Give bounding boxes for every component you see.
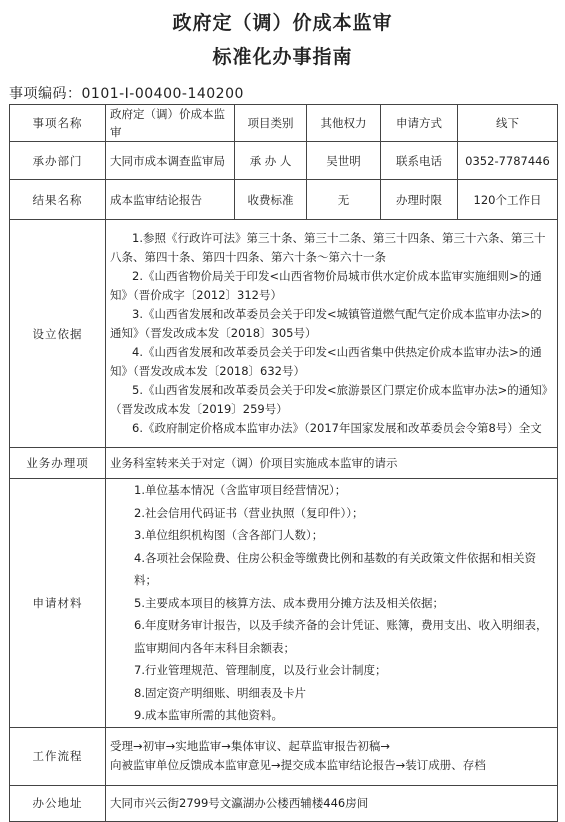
result-value: 成本监审结论报告 — [106, 180, 235, 220]
materials-content — [106, 479, 558, 728]
material-item: 9.成本监审所需的其他资料。 — [134, 708, 283, 722]
workflow-content — [106, 727, 558, 785]
row-result — [10, 180, 558, 220]
material-item: 3.单位组织机构图（含各部门人数）； — [134, 528, 324, 542]
basis-content — [106, 220, 558, 448]
label-time-limit: 办理时限 — [381, 180, 458, 220]
row-address — [10, 785, 558, 821]
label-item-type: 项目类别 — [235, 105, 307, 142]
row-basis — [10, 220, 558, 448]
row-workflow — [10, 727, 558, 785]
label-basis: 设立依据 — [10, 220, 106, 448]
item-name-value: 政府定（调）价成本监审 — [106, 105, 235, 142]
item-type-value: 其他权力 — [307, 105, 381, 142]
label-handler: 承 办 人 — [235, 142, 307, 180]
phone-value: 0352-7787446 — [458, 142, 558, 180]
basis-item: 2.《山西省物价局关于印发<山西省物价局城市供水定价成本监审实施细则>的通知》（晋价成字〔2012〕312号） — [110, 269, 542, 302]
fee-value: 无 — [307, 180, 381, 220]
guide-title-line1: 政府定（调）价成本监审 — [172, 12, 393, 34]
department-value: 大同市成本调查监审局 — [106, 142, 235, 180]
label-address: 办公地址 — [10, 785, 106, 821]
material-item: 2.社会信用代码证书（营业执照（复印件））； — [134, 505, 364, 520]
basis-item: 5.《山西省发展和改革委员会关于印发<旅游景区门票定价成本监审办法>的通知》（晋发改成本发〔2019〕259号） — [110, 383, 548, 416]
material-item: 7.行业管理规范、管理制度，以及行业会计制度； — [134, 663, 387, 677]
handler-value: 吴世明 — [307, 142, 381, 180]
workflow-line: 向被监审单位反馈成本监审意见→提交成本监审结论报告→装订成册、存档 — [110, 758, 486, 772]
label-apply-method: 申请方式 — [381, 105, 458, 142]
workflow-line: 受理→初审→实地监审→集体审议、起草监审报告初稿→ — [110, 739, 391, 753]
material-item: 8.固定资产明细账、明细表及卡片 — [134, 685, 306, 700]
row-business — [10, 448, 558, 479]
material-item: 5.主要成本项目的核算方法、成本费用分摊方法及相关依据； — [134, 595, 444, 610]
label-fee: 收费标准 — [235, 180, 307, 220]
basis-item: 4.《山西省发展和改革委员会关于印发<山西省集中供热定价成本监审办法>的通知》（晋发改成本发〔2018〕632号） — [110, 345, 542, 378]
time-limit-value: 120个工作日 — [458, 180, 558, 220]
material-item: 1.单位基本情况（含监审项目经营情况）； — [134, 483, 347, 497]
basis-item: 6.《政府制定价格成本监审办法》（2017年国家发展和改革委员会令第8号）全文 — [132, 421, 542, 435]
label-materials: 申请材料 — [10, 479, 106, 728]
label-item-name: 事项名称 — [10, 105, 106, 142]
material-item: 4.各项社会保险费、住房公积金等缴费比例和基数的有关政策文件依据和相关资料； — [134, 550, 536, 587]
item-code: 事项编码：0101-I-00400-140200 — [9, 86, 244, 102]
label-phone: 联系电话 — [381, 142, 458, 180]
row-item-name — [10, 105, 558, 142]
apply-method-value: 线下 — [458, 105, 558, 142]
guide-table — [9, 104, 558, 822]
row-department — [10, 142, 558, 180]
label-result: 结果名称 — [10, 180, 106, 220]
material-item: 6.年度财务审计报告，以及手续齐备的会计凭证、账簿，费用支出、收入明细表，监审期间内各年末科目余额表； — [134, 618, 548, 655]
label-workflow: 工作流程 — [10, 727, 106, 785]
label-business: 业务办理项 — [10, 448, 106, 479]
basis-item: 1.参照《行政许可法》第三十条、第三十二条、第三十四条、第三十六条、第三十八条、第四十条、第四十四条、第六十条～第六十一条 — [110, 231, 546, 264]
address-value: 大同市兴云街2799号文瀛湖办公楼西辅楼446房间 — [106, 785, 558, 821]
business-value: 业务科室转来关于对定（调）价项目实施成本监审的请示 — [106, 448, 558, 479]
guide-title-line2: 标准化办事指南 — [212, 46, 353, 68]
basis-item: 3.《山西省发展和改革委员会关于印发<城镇管道燃气配气定价成本监审办法>的通知》（晋发改成本发〔2018〕305号） — [110, 307, 542, 340]
label-department: 承办部门 — [10, 142, 106, 180]
row-materials — [10, 479, 558, 728]
